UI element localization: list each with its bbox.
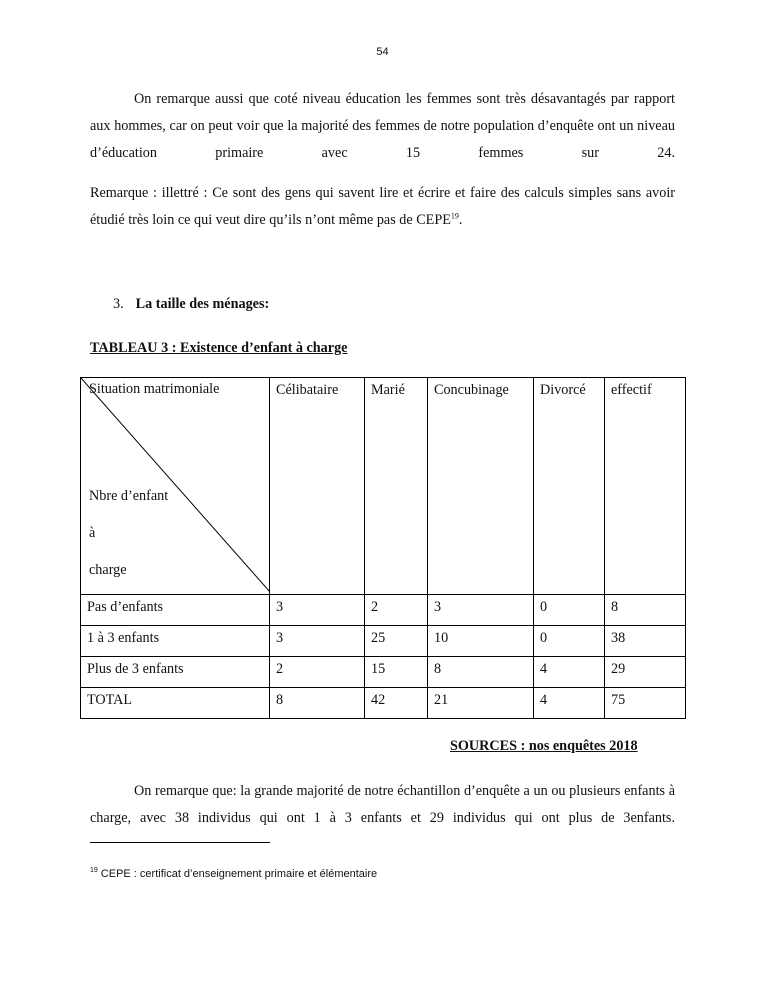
table-cell: 10 <box>428 626 534 657</box>
table-cell: 4 <box>534 688 605 719</box>
section-title: La taille des ménages: <box>135 296 270 312</box>
footnote-number: 19 <box>90 867 98 875</box>
footnote-divider <box>90 842 270 843</box>
remark-text: Remarque : illettré : Ce sont des gens qui savent lire et écrire et faire des calculs simples sans avoir étudié très loin ce qui veut dire qu’ils n’ont même pas de CEPE <box>90 185 675 228</box>
column-header: Divorcé <box>534 378 605 595</box>
row-label: 1 à 3 enfants <box>81 626 270 657</box>
table-cell: 3 <box>428 595 534 626</box>
paragraph-remark-illiterate <box>90 180 675 234</box>
table-title: TABLEAU 3 : Existence d’enfant à charge <box>90 340 348 356</box>
table-row <box>81 595 686 626</box>
table-cell: 0 <box>534 595 605 626</box>
corner-bottom-line: Nbre d’enfant <box>89 488 169 504</box>
row-label: TOTAL <box>81 688 270 719</box>
column-header: effectif <box>605 378 686 595</box>
table-cell: 75 <box>605 688 686 719</box>
corner-bottom-label <box>89 478 168 589</box>
corner-cell <box>81 378 270 595</box>
footnote-text: CEPE : certificat d’enseignement primaire et élémentaire <box>100 868 378 880</box>
table-cell: 0 <box>534 626 605 657</box>
table-row <box>81 657 686 688</box>
table-sources: SOURCES : nos enquêtes 2018 <box>450 738 638 754</box>
row-label: Pas d’enfants <box>81 595 270 626</box>
corner-top-label: Situation matrimoniale <box>89 381 220 397</box>
paragraph-education: On remarque aussi que coté niveau éducation les femmes sont très désavantagés par rapport aux hommes, car on peut voir que la majorité des femmes de notre population d’enquête ont un niveau d’éducation primaire avec 15 femmes sur 24. <box>90 91 675 161</box>
table-row <box>81 626 686 657</box>
table-cell: 29 <box>605 657 686 688</box>
table-cell: 25 <box>365 626 428 657</box>
table-cell: 3 <box>270 595 365 626</box>
paragraph-conclusion: On remarque que: la grande majorité de notre échantillon d’enquête a un ou plusieurs enfants à charge, avec 38 individus qui ont 1 à 3 enfants et 29 individus qui ont plus de 3enfants. <box>90 783 675 826</box>
table-cell: 8 <box>605 595 686 626</box>
section-heading <box>113 296 269 313</box>
table-header-row <box>81 378 686 595</box>
table-cell: 2 <box>365 595 428 626</box>
corner-bottom-line: à <box>89 525 96 541</box>
table-cell: 42 <box>365 688 428 719</box>
footnote <box>90 868 377 880</box>
column-header: Célibataire <box>270 378 365 595</box>
section-number: 3. <box>113 296 124 312</box>
table-cell: 8 <box>270 688 365 719</box>
page-number: 54 <box>376 46 389 58</box>
table-cell: 15 <box>365 657 428 688</box>
row-label: Plus de 3 enfants <box>81 657 270 688</box>
column-header: Concubinage <box>428 378 534 595</box>
table-cell: 4 <box>534 657 605 688</box>
table-cell: 2 <box>270 657 365 688</box>
table-cell: 8 <box>428 657 534 688</box>
column-header: Marié <box>365 378 428 595</box>
table-cell: 21 <box>428 688 534 719</box>
footnote-ref[interactable]: 19 <box>450 211 459 221</box>
corner-bottom-line: charge <box>89 562 127 578</box>
table-cell: 38 <box>605 626 686 657</box>
table-cell: 3 <box>270 626 365 657</box>
children-table <box>80 377 686 719</box>
remark-end: . <box>458 212 463 228</box>
table-row-total <box>81 688 686 719</box>
